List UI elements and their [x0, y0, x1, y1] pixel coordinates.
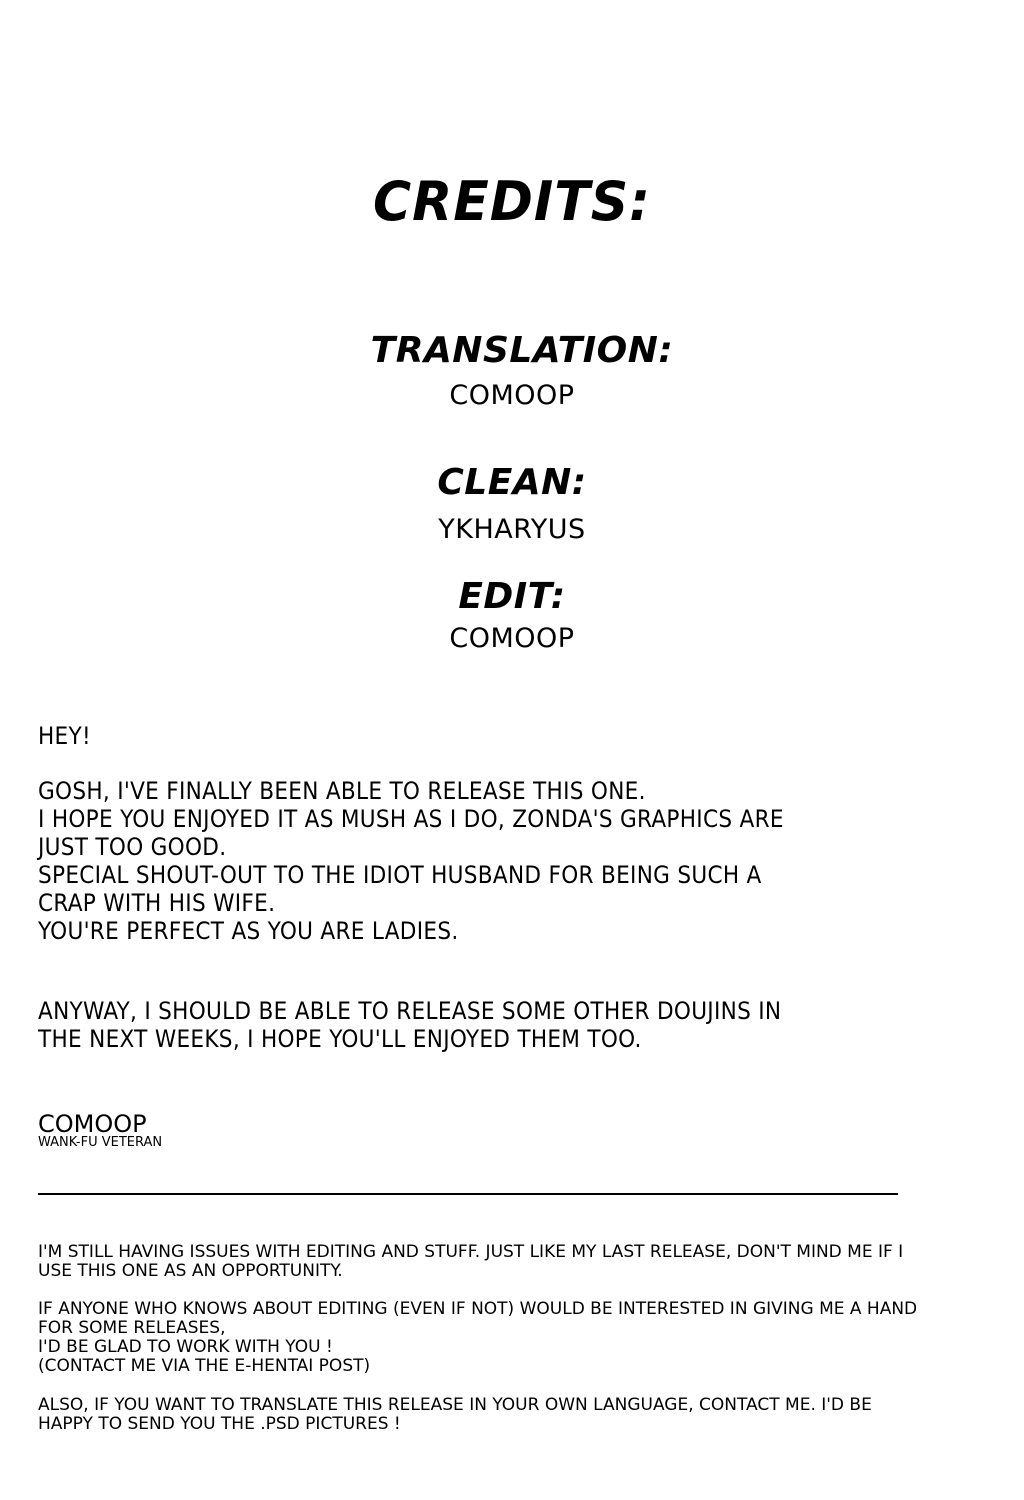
text-line: I HOPE YOU ENJOYED IT AS MUSH AS I DO, ZONDA'S GRAPHICS ARE	[38, 805, 784, 833]
text-line: JUST TOO GOOD.	[38, 833, 227, 861]
text-line: HAPPY TO SEND YOU THE .PSD PICTURES !	[38, 1414, 401, 1434]
translation-name: COMOOP	[449, 380, 575, 411]
text-line: ANYWAY, I SHOULD BE ABLE TO RELEASE SOME OTHER DOUJINS IN	[38, 997, 782, 1025]
edit-name: COMOOP	[449, 623, 575, 654]
signature-subtitle: WANK-FU VETERAN	[38, 1135, 163, 1150]
notes-paragraph-3	[38, 1396, 998, 1434]
greeting: HEY!	[38, 722, 91, 750]
text-line: (CONTACT ME VIA THE E-HENTAI POST)	[38, 1356, 371, 1376]
message-paragraph-1	[38, 777, 998, 945]
notes-paragraph-2	[38, 1300, 998, 1376]
divider	[38, 1193, 898, 1195]
text-line: SPECIAL SHOUT-OUT TO THE IDIOT HUSBAND FOR BEING SUCH A	[38, 861, 762, 889]
signature: COMOOP	[38, 1110, 147, 1138]
text-line: IF ANYONE WHO KNOWS ABOUT EDITING (EVEN IF NOT) WOULD BE INTERESTED IN GIVING ME A HAND	[38, 1299, 918, 1319]
credits-title: CREDITS:	[373, 170, 651, 234]
clean-heading: CLEAN:	[437, 462, 587, 503]
text-line: FOR SOME RELEASES,	[38, 1318, 226, 1338]
text-line: CRAP WITH HIS WIFE.	[38, 889, 276, 917]
text-line: USE THIS ONE AS AN OPPORTUNITY.	[38, 1261, 343, 1281]
text-line: GOSH, I'VE FINALLY BEEN ABLE TO RELEASE THIS ONE.	[38, 777, 646, 805]
message-paragraph-2	[38, 997, 998, 1053]
text-line: I'M STILL HAVING ISSUES WITH EDITING AND STUFF. JUST LIKE MY LAST RELEASE, DON'T MIND ME IF I	[38, 1242, 904, 1262]
text-line: THE NEXT WEEKS, I HOPE YOU'LL ENJOYED THEM TOO.	[38, 1025, 642, 1053]
text-line: ALSO, IF YOU WANT TO TRANSLATE THIS RELEASE IN YOUR OWN LANGUAGE, CONTACT ME. I'D BE	[38, 1395, 872, 1415]
edit-heading: EDIT:	[458, 576, 566, 617]
text-line: I'D BE GLAD TO WORK WITH YOU !	[38, 1337, 333, 1357]
notes-paragraph-1	[38, 1243, 998, 1281]
text-line: YOU'RE PERFECT AS YOU ARE LADIES.	[38, 917, 459, 945]
clean-name: YKHARYUS	[438, 514, 586, 545]
translation-heading: TRANSLATION:	[370, 330, 674, 371]
